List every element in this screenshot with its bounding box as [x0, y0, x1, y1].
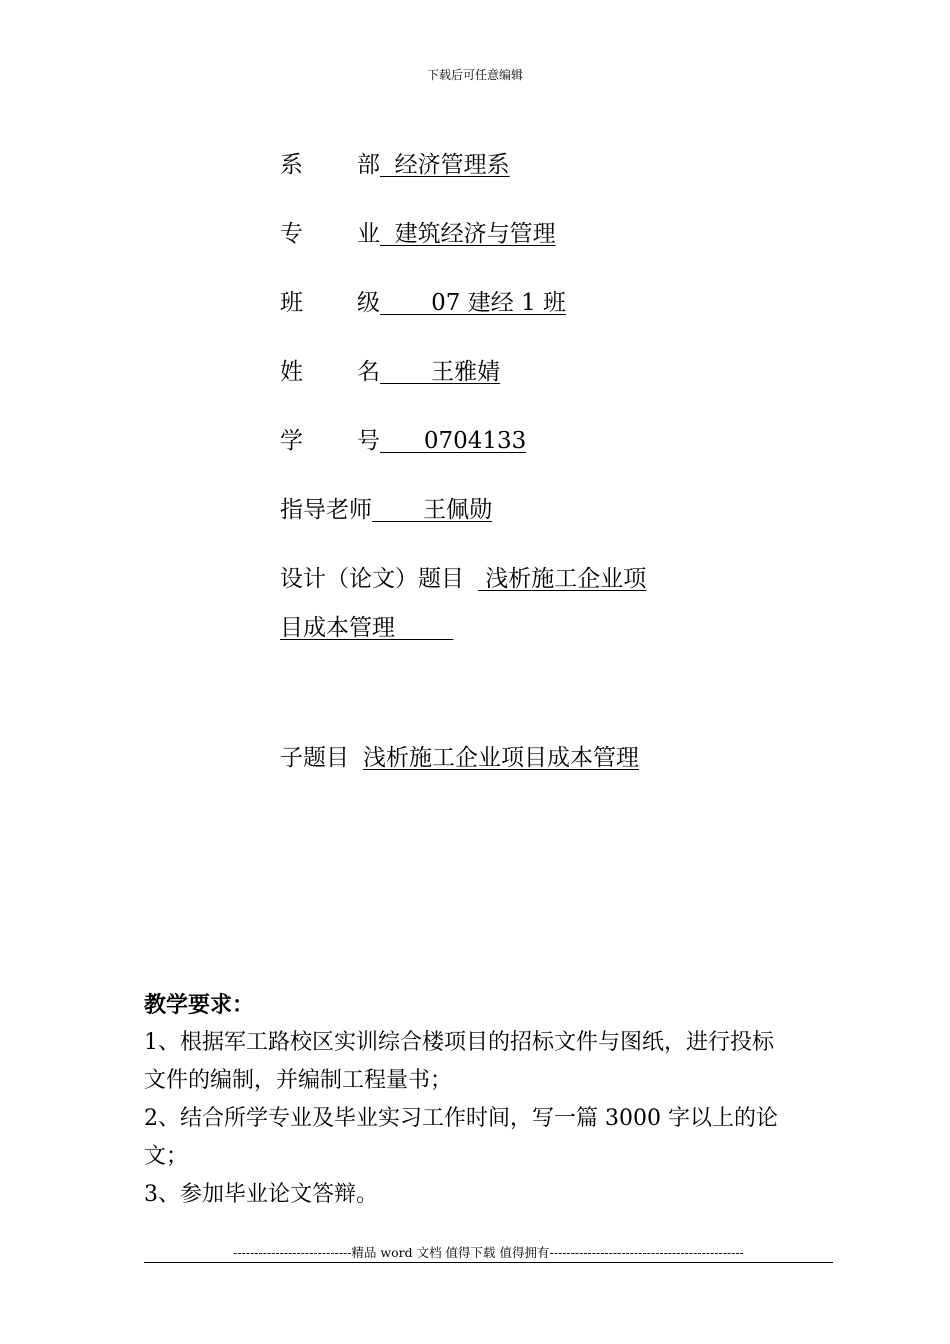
requirement-2-line2: 文；	[144, 1144, 189, 1169]
name-value: 王雅婧	[380, 359, 501, 385]
dept-label-1: 系	[280, 152, 303, 178]
requirement-1-line2: 文件的编制，并编制工程量书；	[144, 1068, 453, 1093]
topic-row	[280, 564, 646, 594]
major-label-2: 业	[357, 221, 380, 247]
topic-value-line2: 目成本管理	[280, 615, 454, 641]
major-value: 建筑经济与管理	[380, 221, 556, 247]
id-value: 0704133	[380, 428, 527, 454]
class-row	[280, 288, 566, 318]
footer-text: ----------------------------精品 word 文档 值得下载 值得拥有----------------------------------------------	[233, 1245, 744, 1260]
footer-divider	[144, 1262, 833, 1263]
class-label-2: 级	[357, 290, 380, 316]
page-header-note: 下载后可任意编辑	[426, 68, 523, 82]
major-row	[280, 219, 556, 249]
topic-label: 设计（论文）题目	[280, 566, 464, 592]
major-label-1: 专	[280, 221, 303, 247]
class-value: 07 建经 1 班	[380, 290, 567, 316]
advisor-row	[280, 495, 492, 525]
requirements-block	[144, 986, 834, 1214]
requirement-1-line1: 1、根据军工路校区实训综合楼项目的招标文件与图纸，进行投标	[144, 1030, 774, 1055]
student-id-row	[280, 426, 526, 456]
id-label-1: 学	[280, 428, 303, 454]
subtopic-row	[280, 743, 639, 773]
requirement-2-line1: 2、结合所学专业及毕业实习工作时间，写一篇 3000 字以上的论	[144, 1106, 778, 1131]
requirements-title: 教学要求：	[144, 992, 255, 1018]
subtopic-label: 子题目	[280, 745, 349, 771]
dept-value: 经济管理系	[380, 152, 510, 178]
dept-row	[280, 150, 510, 180]
topic-value-line1: 浅析施工企业项	[478, 566, 647, 592]
requirement-3: 3、参加毕业论文答辩。	[144, 1182, 378, 1207]
advisor-label: 指导老师	[280, 497, 372, 523]
name-label-1: 姓	[280, 359, 303, 385]
class-label-1: 班	[280, 290, 303, 316]
name-row	[280, 357, 500, 387]
topic-row-2	[280, 613, 454, 643]
subtopic-value: 浅析施工企业项目成本管理	[363, 745, 639, 771]
dept-label-2: 部	[357, 152, 380, 178]
id-label-2: 号	[357, 428, 380, 454]
name-label-2: 名	[357, 359, 380, 385]
advisor-value: 王佩勋	[372, 497, 493, 523]
